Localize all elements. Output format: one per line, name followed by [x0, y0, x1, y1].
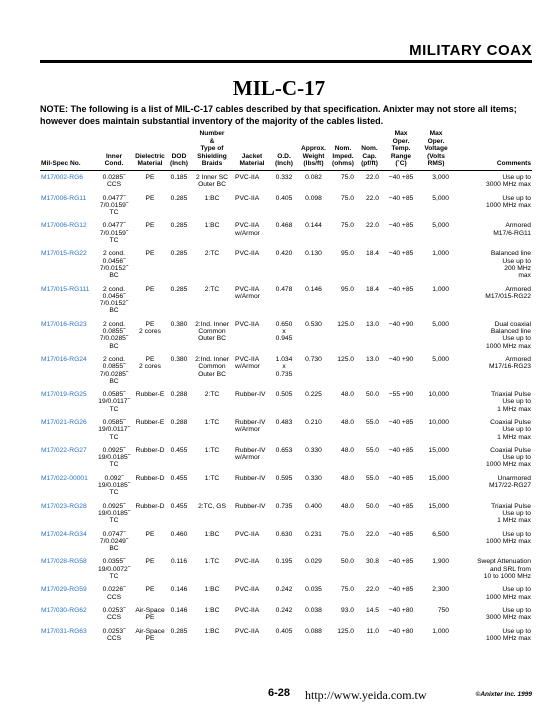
cell-jacket: PVC-IIA: [235, 627, 260, 635]
cell-inner: 2 cond. 0.0855˝ 7/0.0285˝ BC: [99, 320, 129, 350]
cell-comments: Use up to 1000 MHz max: [486, 194, 531, 209]
cell-temp: −40 +85: [388, 173, 414, 181]
col-header: Number & Type of Shielding Braids: [190, 130, 234, 170]
cell-voltage: 2,300: [432, 586, 449, 594]
cell-inner: 0.0925˝ 19/0.0185˝ TC: [98, 502, 130, 525]
cell-inner: 0.0226˝ CCS: [102, 586, 126, 601]
cell-inner: 0.0253˝ CCS: [102, 627, 126, 642]
cell-od: 0.242: [275, 586, 293, 594]
col-header: Jacket Material: [234, 130, 270, 170]
table-header-row: [40, 130, 532, 170]
cell-weight: 0.210: [305, 418, 322, 426]
cell-imped: 48.0: [340, 446, 354, 454]
cell-voltage: 10,000: [428, 391, 449, 399]
cell-od: 0.630: [275, 530, 293, 538]
cell-comments: Coaxial Pulse Use up to 1 MHz max: [490, 418, 531, 441]
cell-dielectric: Rubber-D: [135, 474, 165, 482]
cell-braids: 2:Ind. Inner Common Outer BC: [195, 320, 229, 343]
cell-inner: 2 cond. 0.0456˝ 7/0.0152˝ BC: [99, 285, 129, 315]
col-header: Dielectric Material: [132, 130, 168, 170]
cell-dod: 0.380: [170, 355, 188, 363]
cell-weight: 0.330: [305, 474, 322, 482]
cell-imped: 75.0: [340, 173, 354, 181]
table-row: [40, 189, 532, 217]
cell-braids: 1:BC: [204, 194, 220, 202]
col-header: Max Oper. Voltage (Volts RMS): [420, 130, 452, 170]
cell-temp: −40 +85: [388, 222, 414, 230]
cell-imped: 50.0: [340, 558, 354, 566]
cell-braids: 2:TC: [204, 285, 220, 293]
cell-dod: 0.285: [170, 627, 188, 635]
cell-od: 0.420: [275, 250, 293, 258]
table-row: [40, 413, 532, 441]
cell-jacket: PVC-IIA: [235, 194, 260, 202]
cell-braids: 1:BC: [204, 530, 220, 538]
cell-braids: 1:BC: [204, 606, 220, 614]
cell-cap: 22.0: [365, 173, 379, 181]
col-header: Mil-Spec No.: [40, 130, 96, 170]
cell-comments: Use up to 1000 MHz max: [486, 627, 531, 642]
cell-temp: −40 +85: [388, 250, 414, 258]
cell-jacket: Rubber-IV: [235, 502, 266, 510]
cell-dielectric: PE: [145, 194, 155, 202]
cell-spec[interactable]: M17/022-RG27: [41, 446, 87, 454]
cell-braids: 2:TC, GS: [198, 502, 226, 510]
cell-weight: 0.400: [305, 502, 322, 510]
cell-temp: −40 +80: [388, 627, 414, 635]
cell-voltage: 5,000: [432, 194, 449, 202]
cell-temp: −40 +85: [388, 502, 414, 510]
cell-dod: 0.285: [170, 250, 188, 258]
cell-dod: 0.285: [170, 285, 188, 293]
cell-voltage: 1,000: [432, 250, 449, 258]
cell-inner: 0.0925˝ 19/0.0185˝ TC: [98, 446, 130, 469]
cell-cap: 55.0: [365, 418, 379, 426]
cell-imped: 75.0: [340, 222, 354, 230]
cell-voltage: 5,000: [432, 355, 449, 363]
cell-dielectric: PE: [145, 558, 155, 566]
footer-url[interactable]: http://www.yeida.com.tw: [305, 688, 427, 702]
cell-dod: 0.455: [170, 474, 188, 482]
cell-jacket: PVC-IIA: [235, 530, 260, 538]
cell-jacket: PVC-IIA: [235, 173, 260, 181]
cell-imped: 125.0: [337, 627, 354, 635]
cell-cap: 22.0: [365, 194, 379, 202]
cell-od: 0.653: [275, 446, 293, 454]
cell-braids: 1:BC: [204, 627, 220, 635]
copyright: ©Anixter Inc. 1999: [475, 691, 532, 698]
table-row: [40, 552, 532, 580]
cell-inner: 0.0285˝ CCS: [102, 173, 126, 189]
cell-jacket: PVC-IIA w/Armor: [235, 285, 260, 300]
page-number: 6-28: [268, 687, 291, 699]
cell-comments: Armored M17/015-RG22: [485, 285, 531, 300]
table-row: [40, 525, 532, 553]
cell-jacket: PVC-IIA w/Armor: [235, 355, 260, 371]
cell-cap: 14.5: [365, 606, 379, 614]
cell-dod: 0.455: [170, 446, 188, 454]
col-header: Max Oper. Temp. Range (˚C): [382, 130, 420, 170]
cell-od: 0.195: [275, 558, 293, 566]
cell-dod: 0.285: [170, 222, 188, 230]
cell-spec[interactable]: M17/002-RG6: [41, 173, 84, 181]
cell-weight: 0.231: [305, 530, 322, 538]
cell-comments: Use up to 3000 MHz max: [486, 173, 531, 189]
cell-inner: 0.0747˝ 7/0.0249˝ BC: [99, 530, 129, 553]
table-row: [40, 244, 532, 279]
cell-inner: 0.0253˝ CCS: [102, 606, 126, 622]
cable-table: [40, 130, 532, 642]
cell-jacket: PVC-IIA: [235, 250, 260, 258]
table-body: [40, 170, 532, 642]
cell-comments: Triaxial Pulse Use up to 1 MHz max: [491, 391, 531, 413]
cell-temp: −40 +85: [388, 285, 414, 293]
cell-braids: 2:TC: [204, 391, 220, 399]
cell-od: 1.034 x 0.735: [275, 355, 293, 378]
table-row: [40, 216, 532, 244]
cell-comments: Armored M17/6-RG11: [493, 222, 531, 237]
table-row: [40, 315, 532, 350]
cell-weight: 0.029: [305, 558, 322, 566]
cell-voltage: 15,000: [428, 446, 449, 454]
cell-jacket: Rubber-IV w/Armor: [235, 418, 266, 434]
cell-spec[interactable]: M17/015-RG22: [41, 250, 87, 258]
table-row: [40, 622, 532, 643]
cell-comments: Coaxial Pulse Use up to 1000 MHz max: [486, 446, 531, 469]
cell-cap: 11.0: [366, 627, 379, 635]
cell-imped: 48.0: [340, 391, 354, 399]
table-row: [40, 469, 532, 497]
cell-od: 0.332: [275, 173, 293, 181]
cell-braids: 1:BC: [204, 222, 220, 230]
cell-spec[interactable]: M17/029-RG59: [41, 586, 87, 594]
cell-od: 0.242: [275, 606, 293, 614]
cell-inner: 0.0477˝ 7/0.0159˝ TC: [99, 194, 129, 217]
cell-spec[interactable]: M17/006-RG11: [41, 194, 87, 202]
cell-spec[interactable]: M17/028-RG58: [41, 558, 87, 566]
cell-cap: 22.0: [365, 586, 379, 594]
cell-spec[interactable]: M17/022-00001: [41, 474, 88, 482]
cell-voltage: 1,900: [432, 558, 449, 566]
cell-inner: 0.092˝ 19/0.0185˝ TC: [98, 474, 130, 497]
cell-jacket: PVC-IIA: [235, 558, 260, 566]
cell-voltage: 5,000: [432, 222, 449, 230]
cell-dielectric: PE: [145, 173, 155, 181]
cell-jacket: PVC-IIA: [235, 320, 260, 328]
page-title: MIL-C-17: [232, 76, 326, 100]
table-row: [40, 280, 532, 315]
cell-temp: −40 +90: [388, 320, 414, 328]
cell-dielectric: Rubber-E: [135, 391, 165, 399]
cell-inner: 0.0355˝ 19/0.0072˝ TC: [98, 558, 130, 581]
section-title: MILITARY COAX: [409, 42, 532, 59]
cell-braids: 2:Ind. Inner Common Outer BC: [195, 355, 229, 378]
cell-weight: 0.098: [305, 194, 322, 202]
cell-comments: Triaxial Pulse Use up to 1 MHz max: [491, 502, 531, 525]
cell-cap: 50.0: [365, 391, 379, 399]
cell-imped: 125.0: [337, 320, 354, 328]
cell-spec[interactable]: M17/031-RG63: [41, 627, 87, 635]
cell-jacket: PVC-IIA: [235, 586, 260, 594]
col-header: Approx. Weight (lbs/ft): [298, 130, 329, 170]
cell-temp: −40 +85: [388, 586, 414, 594]
cell-voltage: 1,000: [432, 285, 449, 293]
cell-temp: −40 +85: [388, 446, 414, 454]
cell-od: 0.468: [275, 222, 293, 230]
cell-dod: 0.185: [170, 173, 188, 181]
cell-braids: 1:TC: [204, 446, 220, 454]
cell-temp: −40 +90: [388, 355, 414, 363]
cell-voltage: 6,500: [432, 530, 449, 538]
cell-weight: 0.035: [305, 586, 322, 594]
cell-spec[interactable]: M17/016-RG24: [41, 355, 87, 363]
cell-od: 0.405: [275, 627, 293, 635]
cell-weight: 0.225: [305, 391, 322, 399]
col-header: DOD (Inch): [168, 130, 190, 170]
cell-jacket: Rubber-IV: [235, 391, 266, 399]
cell-spec[interactable]: M17/021-RG26: [41, 418, 87, 426]
cell-comments: Armored M17/16-RG23: [488, 355, 531, 371]
cell-jacket: PVC-IIA: [235, 606, 260, 614]
cell-cap: 18.4: [365, 250, 379, 258]
cell-cap: 50.0: [365, 502, 379, 510]
cell-temp: −40 +85: [388, 530, 414, 538]
cell-od: 0.595: [275, 474, 293, 482]
cell-weight: 0.082: [305, 173, 322, 181]
cell-imped: 75.0: [340, 530, 354, 538]
cell-cap: 30.8: [365, 558, 379, 566]
cell-voltage: 15,000: [428, 502, 449, 510]
cell-temp: −40 +85: [388, 474, 414, 482]
cell-dielectric: PE: [145, 250, 155, 258]
cell-comments: Unarmored M17/22-RG27: [488, 474, 531, 490]
cell-dielectric: PE 2 cores: [139, 320, 161, 336]
cell-comments: Balanced line Use up to 200 MHz max: [490, 250, 531, 280]
cell-dielectric: Air-Space PE: [135, 606, 165, 622]
cell-comments: Swept Attenuation and SRL from 10 to 1000 MHz: [477, 558, 531, 581]
col-header: Comments: [452, 130, 532, 170]
cell-dod: 0.288: [170, 391, 188, 399]
table-row: [40, 170, 532, 188]
cell-dielectric: PE: [145, 285, 155, 293]
cell-od: 0.650 x 0.945: [275, 320, 293, 343]
cell-braids: 2:TC: [204, 250, 220, 258]
cell-dod: 0.146: [170, 606, 188, 614]
cell-dielectric: PE: [145, 222, 155, 230]
cell-dielectric: PE: [145, 530, 155, 538]
cell-inner: 0.0585˝ 19/0.0117˝ TC: [98, 418, 130, 441]
cell-inner: 2 cond. 0.0855˝ 7/0.0285˝ BC: [99, 355, 129, 385]
cell-od: 0.735: [275, 502, 293, 510]
cell-weight: 0.730: [305, 355, 322, 363]
header-rule: [40, 60, 532, 63]
cell-spec[interactable]: M17/023-RG28: [41, 502, 87, 510]
cell-voltage: 15,000: [428, 474, 449, 482]
cell-jacket: Rubber-IV w/Armor: [235, 446, 266, 462]
cell-inner: 0.0585˝ 19/0.0117˝ TC: [98, 391, 130, 413]
cell-imped: 75.0: [340, 586, 354, 594]
cell-dielectric: PE: [145, 586, 155, 594]
cell-weight: 0.088: [305, 627, 322, 635]
cell-imped: 93.0: [340, 606, 354, 614]
note-text: NOTE: The following is a list of MIL-C-17 cables described by that specification. Anixter may not store all items; however does maintain substantial inventory of the majority of the cables listed.: [40, 104, 517, 126]
cell-cap: 22.0: [365, 530, 379, 538]
cell-spec[interactable]: M17/015-RG111: [41, 285, 90, 293]
cell-imped: 48.0: [340, 418, 354, 426]
cell-spec[interactable]: M17/030-RG62: [41, 606, 87, 614]
cell-voltage: 1,000: [432, 627, 449, 635]
cell-voltage: 3,000: [432, 173, 449, 181]
cell-temp: −40 +85: [388, 558, 414, 566]
cell-voltage: 750: [437, 606, 449, 614]
col-header: Inner Cond.: [96, 130, 132, 170]
cell-comments: Use up to 1000 MHz max: [486, 530, 531, 545]
cell-temp: −40 +80: [388, 606, 414, 614]
cell-weight: 0.038: [305, 606, 322, 614]
cell-voltage: 5,000: [432, 320, 449, 328]
cell-dod: 0.285: [170, 194, 188, 202]
cell-od: 0.483: [275, 418, 293, 426]
cell-braids: 1:BC: [204, 586, 220, 594]
cell-comments: Dual coaxial Balanced line Use up to 1000 MHz max: [486, 320, 531, 350]
table-row: [40, 441, 532, 469]
cell-imped: 95.0: [340, 285, 354, 293]
cell-braids: 1:TC: [204, 418, 220, 426]
cell-od: 0.505: [275, 391, 293, 399]
cell-dod: 0.146: [170, 586, 188, 594]
cell-cap: 13.0: [365, 320, 379, 328]
cell-imped: 48.0: [340, 502, 354, 510]
cell-temp: −40 +85: [388, 194, 414, 202]
col-header: Nom. Imped. (ohms): [329, 130, 357, 170]
cell-dielectric: Rubber-E: [135, 418, 165, 426]
cell-dod: 0.288: [170, 418, 188, 426]
cell-imped: 48.0: [340, 474, 354, 482]
cell-dielectric: Air-Space PE: [135, 627, 165, 642]
cell-inner: 0.0477˝ 7/0.0159˝ TC: [99, 222, 129, 245]
cell-braids: 1:TC: [204, 474, 220, 482]
cell-braids: 1:TC: [204, 558, 220, 566]
cell-weight: 0.330: [305, 446, 322, 454]
cell-braids: 2 Inner SC Outer BC: [196, 173, 228, 189]
table-row: [40, 580, 532, 601]
col-header: O.D. (Inch): [270, 130, 298, 170]
cell-cap: 55.0: [365, 474, 379, 482]
cell-temp: −55 +90: [388, 391, 414, 399]
table-row: [40, 350, 532, 385]
cell-imped: 75.0: [340, 194, 354, 202]
cell-spec[interactable]: M17/016-RG23: [41, 320, 87, 328]
cell-temp: −40 +85: [388, 418, 414, 426]
table-row: [40, 601, 532, 622]
cell-spec[interactable]: M17/024-RG34: [41, 530, 87, 538]
table-row: [40, 497, 532, 525]
cell-imped: 125.0: [337, 355, 354, 363]
cell-od: 0.405: [275, 194, 293, 202]
cell-imped: 95.0: [340, 250, 354, 258]
cell-inner: 2 cond. 0.0456˝ 7/0.0152˝ BC: [99, 250, 129, 280]
cell-cap: 22.0: [365, 222, 379, 230]
cell-cap: 18.4: [365, 285, 379, 293]
cell-dod: 0.460: [170, 530, 188, 538]
cell-weight: 0.130: [305, 250, 322, 258]
cell-dielectric: Rubber-D: [135, 502, 165, 510]
cell-weight: 0.530: [305, 320, 322, 328]
cell-dod: 0.380: [170, 320, 188, 328]
cell-dielectric: PE 2 cores: [139, 355, 161, 371]
cell-comments: Use up to 3000 MHz max: [486, 606, 531, 622]
cell-jacket: PVC-IIA w/Armor: [235, 222, 260, 237]
cell-jacket: Rubber-IV: [235, 474, 266, 482]
cell-od: 0.478: [275, 285, 293, 293]
cell-spec[interactable]: M17/006-RG12: [41, 222, 87, 230]
cell-dod: 0.455: [170, 502, 188, 510]
cell-dielectric: Rubber-D: [135, 446, 165, 454]
cell-spec[interactable]: M17/019-RG25: [41, 391, 87, 399]
col-header: Nom. Cap. (pf/ft): [357, 130, 382, 170]
cell-cap: 55.0: [365, 446, 379, 454]
table-row: [40, 385, 532, 413]
cell-dod: 0.116: [170, 558, 188, 566]
cell-cap: 13.0: [365, 355, 379, 363]
cell-voltage: 10,000: [428, 418, 449, 426]
cell-weight: 0.144: [305, 222, 322, 230]
cell-weight: 0.146: [305, 285, 322, 293]
cell-comments: Use up to 1000 MHz max: [486, 586, 531, 601]
